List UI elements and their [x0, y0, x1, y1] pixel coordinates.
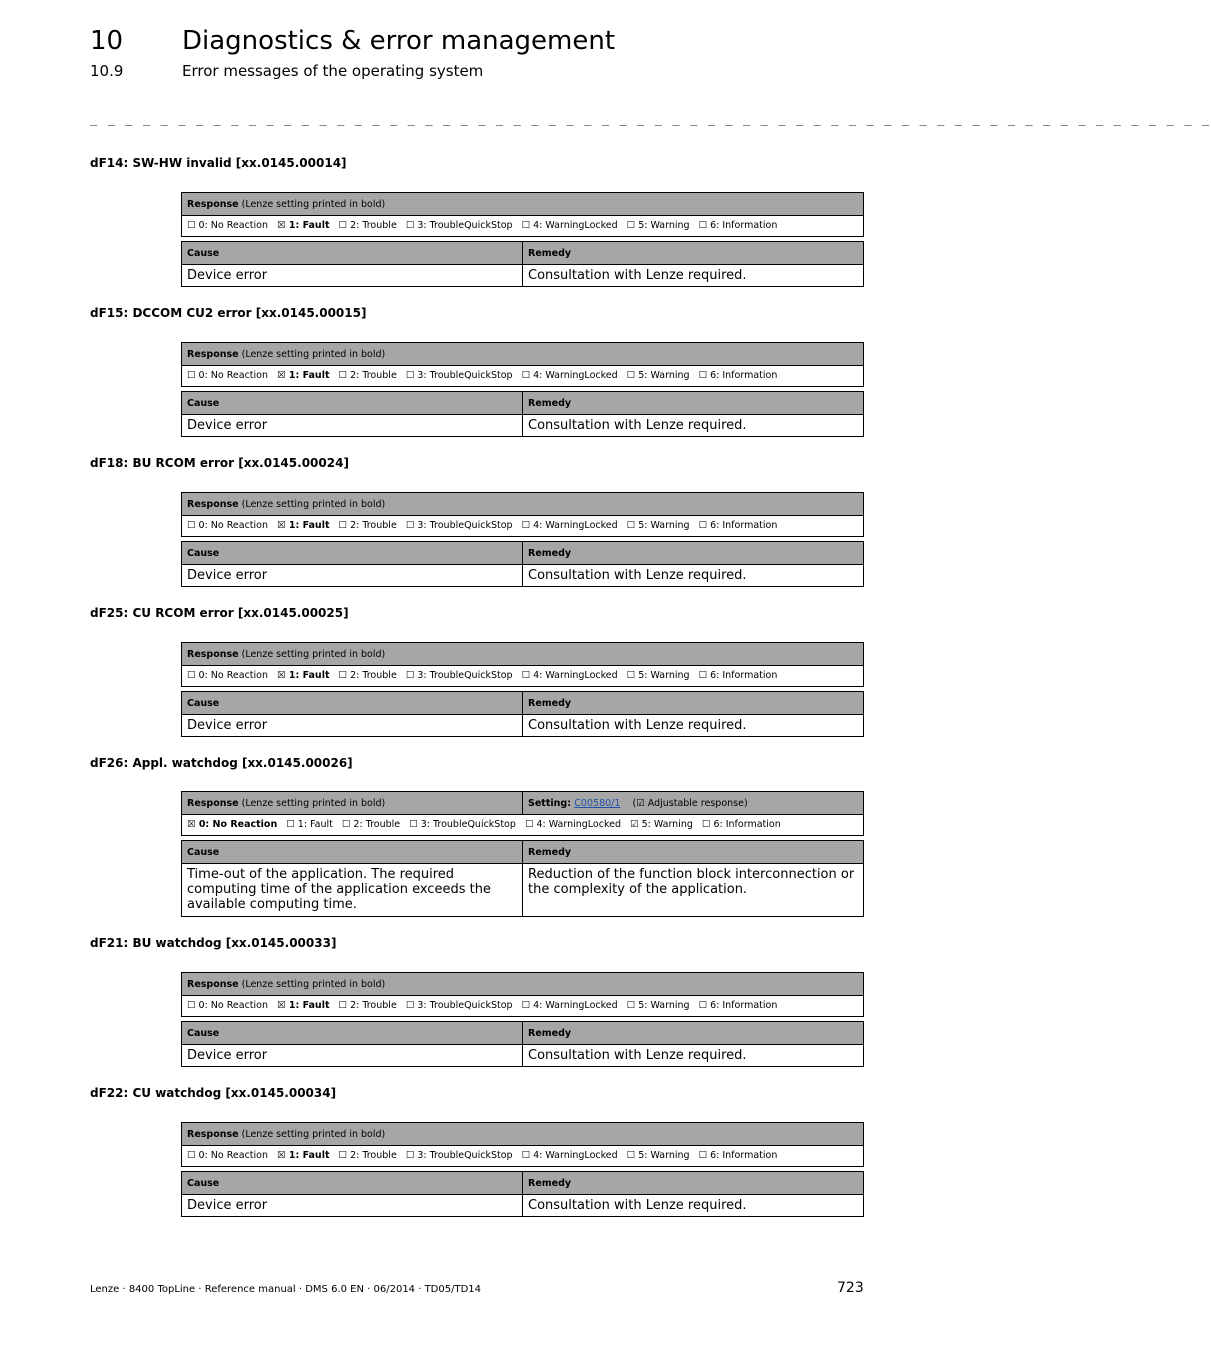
option-trouble: ☐ 2: Trouble: [341, 819, 401, 830]
option-warning-locked: ☐ 4: WarningLocked: [521, 1000, 618, 1011]
cause-remedy-row: [181, 1195, 864, 1217]
option-fault: ☒ 1: Fault: [277, 670, 330, 681]
option-trouble-quick-stop: ☐ 3: TroubleQuickStop: [405, 1150, 513, 1161]
option-information: ☐ 6: Information: [698, 370, 778, 381]
response-options: [181, 366, 864, 387]
option-warning: ☑ 5: Warning: [630, 819, 693, 830]
option-fault: ☒ 1: Fault: [277, 520, 330, 531]
error-title: dF18: BU RCOM error [xx.0145.00024]: [90, 456, 349, 470]
error-title: dF15: DCCOM CU2 error [xx.0145.00015]: [90, 306, 367, 320]
option-warning-locked: ☐ 4: WarningLocked: [521, 370, 618, 381]
remedy-text: Consultation with Lenze required.: [528, 718, 747, 733]
option-warning: ☐ 5: Warning: [626, 220, 690, 231]
option-warning-locked: ☐ 4: WarningLocked: [521, 520, 618, 531]
error-title: dF14: SW-HW invalid [xx.0145.00014]: [90, 156, 347, 170]
error-title: dF25: CU RCOM error [xx.0145.00025]: [90, 606, 349, 620]
option-no-reaction: ☐ 0: No Reaction: [187, 520, 269, 531]
option-warning: ☐ 5: Warning: [626, 1150, 690, 1161]
cause-remedy-row: [181, 415, 864, 437]
setting-code-link[interactable]: C00580/1: [574, 798, 621, 809]
option-trouble-quick-stop: ☐ 3: TroubleQuickStop: [405, 670, 513, 681]
remedy-heading: Remedy: [528, 698, 572, 709]
option-fault: ☒ 1: Fault: [277, 1150, 330, 1161]
cause-text: Device error: [182, 1195, 523, 1216]
error-table: [181, 342, 864, 437]
option-trouble-quick-stop: ☐ 3: TroubleQuickStop: [409, 819, 516, 830]
option-no-reaction: ☐ 0: No Reaction: [187, 670, 269, 681]
remedy-text: Consultation with Lenze required.: [528, 268, 747, 283]
chapter-number: 10: [90, 26, 124, 56]
cause-remedy-row: [181, 864, 864, 917]
option-information: ☐ 6: Information: [698, 1000, 778, 1011]
option-warning-locked: ☐ 4: WarningLocked: [521, 1150, 618, 1161]
cause-text: Device error: [182, 265, 523, 286]
option-fault: ☐ 1: Fault: [286, 819, 333, 830]
option-trouble: ☐ 2: Trouble: [338, 670, 397, 681]
option-no-reaction: ☐ 0: No Reaction: [187, 220, 269, 231]
option-trouble: ☐ 2: Trouble: [338, 220, 397, 231]
response-options: [181, 516, 864, 537]
response-label: Response: [187, 979, 239, 990]
option-trouble: ☐ 2: Trouble: [338, 370, 397, 381]
option-information: ☐ 6: Information: [701, 819, 781, 830]
response-label: Response: [187, 798, 239, 809]
response-header: [181, 492, 864, 516]
option-no-reaction: ☐ 0: No Reaction: [187, 370, 269, 381]
option-information: ☐ 6: Information: [698, 220, 778, 231]
remedy-heading: Remedy: [528, 548, 572, 559]
response-note: (Lenze setting printed in bold): [238, 798, 386, 809]
remedy-heading: Remedy: [528, 248, 572, 259]
cause-heading: Cause: [182, 692, 523, 714]
response-header: [181, 192, 864, 216]
option-warning: ☐ 5: Warning: [626, 670, 690, 681]
option-no-reaction: ☐ 0: No Reaction: [187, 1150, 269, 1161]
option-warning: ☐ 5: Warning: [626, 520, 690, 531]
remedy-heading: Remedy: [528, 847, 572, 858]
cause-heading: Cause: [182, 841, 523, 863]
response-header: [181, 1122, 864, 1146]
cause-text: Device error: [182, 565, 523, 586]
cause-remedy-row: [181, 1045, 864, 1067]
response-header: [181, 642, 864, 666]
response-options: [181, 996, 864, 1017]
remedy-text: Consultation with Lenze required.: [528, 418, 747, 433]
response-options: [181, 1146, 864, 1167]
footer-document-info: Lenze · 8400 TopLine · Reference manual · DMS 6.0 EN · 06/2014 · TD05/TD14: [90, 1284, 482, 1295]
setting-note: (☑ Adjustable response): [632, 798, 748, 809]
response-options: [181, 815, 864, 836]
response-label: Response: [187, 649, 239, 660]
remedy-heading: Remedy: [528, 398, 572, 409]
option-trouble: ☐ 2: Trouble: [338, 1150, 397, 1161]
response-note: (Lenze setting printed in bold): [238, 199, 386, 210]
option-information: ☐ 6: Information: [698, 1150, 778, 1161]
error-table: [181, 642, 864, 737]
option-trouble-quick-stop: ☐ 3: TroubleQuickStop: [405, 1000, 513, 1011]
error-table: [181, 972, 864, 1067]
option-warning: ☐ 5: Warning: [626, 370, 690, 381]
error-table: [181, 1122, 864, 1217]
setting-cell: [522, 792, 748, 814]
option-fault: ☒ 1: Fault: [277, 370, 330, 381]
cause-remedy-row: [181, 565, 864, 587]
remedy-heading: Remedy: [528, 1178, 572, 1189]
response-label: Response: [187, 1129, 239, 1140]
section-number: 10.9: [90, 62, 124, 80]
option-trouble: ☐ 2: Trouble: [338, 1000, 397, 1011]
option-fault: ☒ 1: Fault: [277, 220, 330, 231]
option-trouble-quick-stop: ☐ 3: TroubleQuickStop: [405, 220, 513, 231]
cause-remedy-header: [181, 840, 864, 864]
error-title: dF21: BU watchdog [xx.0145.00033]: [90, 936, 337, 950]
setting-label: Setting:: [528, 798, 575, 809]
response-label: Response: [187, 349, 239, 360]
error-title: dF22: CU watchdog [xx.0145.00034]: [90, 1086, 337, 1100]
response-note: (Lenze setting printed in bold): [238, 649, 386, 660]
option-trouble: ☐ 2: Trouble: [338, 520, 397, 531]
cause-remedy-header: [181, 1021, 864, 1045]
option-fault: ☒ 1: Fault: [277, 1000, 330, 1011]
response-options: [181, 666, 864, 687]
page-number: 723: [837, 1280, 864, 1296]
error-title: dF26: Appl. watchdog [xx.0145.00026]: [90, 756, 353, 770]
option-warning-locked: ☐ 4: WarningLocked: [521, 670, 618, 681]
cause-text: Device error: [182, 415, 523, 436]
option-warning-locked: ☐ 4: WarningLocked: [521, 220, 618, 231]
option-trouble-quick-stop: ☐ 3: TroubleQuickStop: [405, 520, 513, 531]
section-title: Error messages of the operating system: [182, 62, 484, 80]
option-information: ☐ 6: Information: [698, 520, 778, 531]
response-note: (Lenze setting printed in bold): [238, 1129, 386, 1140]
response-label: Response: [187, 499, 239, 510]
cause-text: Device error: [182, 715, 523, 736]
option-no-reaction: ☐ 0: No Reaction: [187, 1000, 269, 1011]
remedy-heading: Remedy: [528, 1028, 572, 1039]
option-warning-locked: ☐ 4: WarningLocked: [524, 819, 621, 830]
remedy-text: Reduction of the function block interconnection or the complexity of the application.: [528, 867, 855, 897]
cause-remedy-header: [181, 1171, 864, 1195]
option-warning: ☐ 5: Warning: [626, 1000, 690, 1011]
cause-remedy-header: [181, 691, 864, 715]
error-table: [181, 492, 864, 587]
error-table: [181, 192, 864, 287]
response-header: [181, 791, 864, 815]
cause-remedy-header: [181, 541, 864, 565]
response-note: (Lenze setting printed in bold): [238, 979, 386, 990]
header-dash-rule: _ _ _ _ _ _ _ _ _ _ _ _ _ _ _ _ _ _ _ _ _ _ _ _ _ _ _ _ _ _ _ _ _ _ _ _ _ _ _ _ _ _ _ _ _ _ _ _ _ _ _ _ _ _ _ _ _ _ _ _ _ _ _ _: [90, 112, 1211, 126]
remedy-text: Consultation with Lenze required.: [528, 568, 747, 583]
cause-remedy-row: [181, 715, 864, 737]
remedy-text: Consultation with Lenze required.: [528, 1048, 747, 1063]
cause-heading: Cause: [182, 1022, 523, 1044]
option-no-reaction: ☒ 0: No Reaction: [187, 819, 278, 830]
cause-remedy-header: [181, 391, 864, 415]
response-header: [181, 972, 864, 996]
error-table: [181, 791, 864, 917]
cause-remedy-row: [181, 265, 864, 287]
cause-heading: Cause: [182, 1172, 523, 1194]
option-information: ☐ 6: Information: [698, 670, 778, 681]
response-label: Response: [187, 199, 239, 210]
cause-heading: Cause: [182, 392, 523, 414]
cause-remedy-header: [181, 241, 864, 265]
cause-heading: Cause: [182, 542, 523, 564]
remedy-text: Consultation with Lenze required.: [528, 1198, 747, 1213]
cause-heading: Cause: [182, 242, 523, 264]
response-header: [181, 342, 864, 366]
response-note: (Lenze setting printed in bold): [238, 349, 386, 360]
response-note: (Lenze setting printed in bold): [238, 499, 386, 510]
chapter-title: Diagnostics & error management: [182, 26, 616, 56]
cause-text: Time-out of the application. The required computing time of the application exceeds the available computing time.: [182, 864, 523, 916]
response-options: [181, 216, 864, 237]
option-trouble-quick-stop: ☐ 3: TroubleQuickStop: [405, 370, 513, 381]
cause-text: Device error: [182, 1045, 523, 1066]
